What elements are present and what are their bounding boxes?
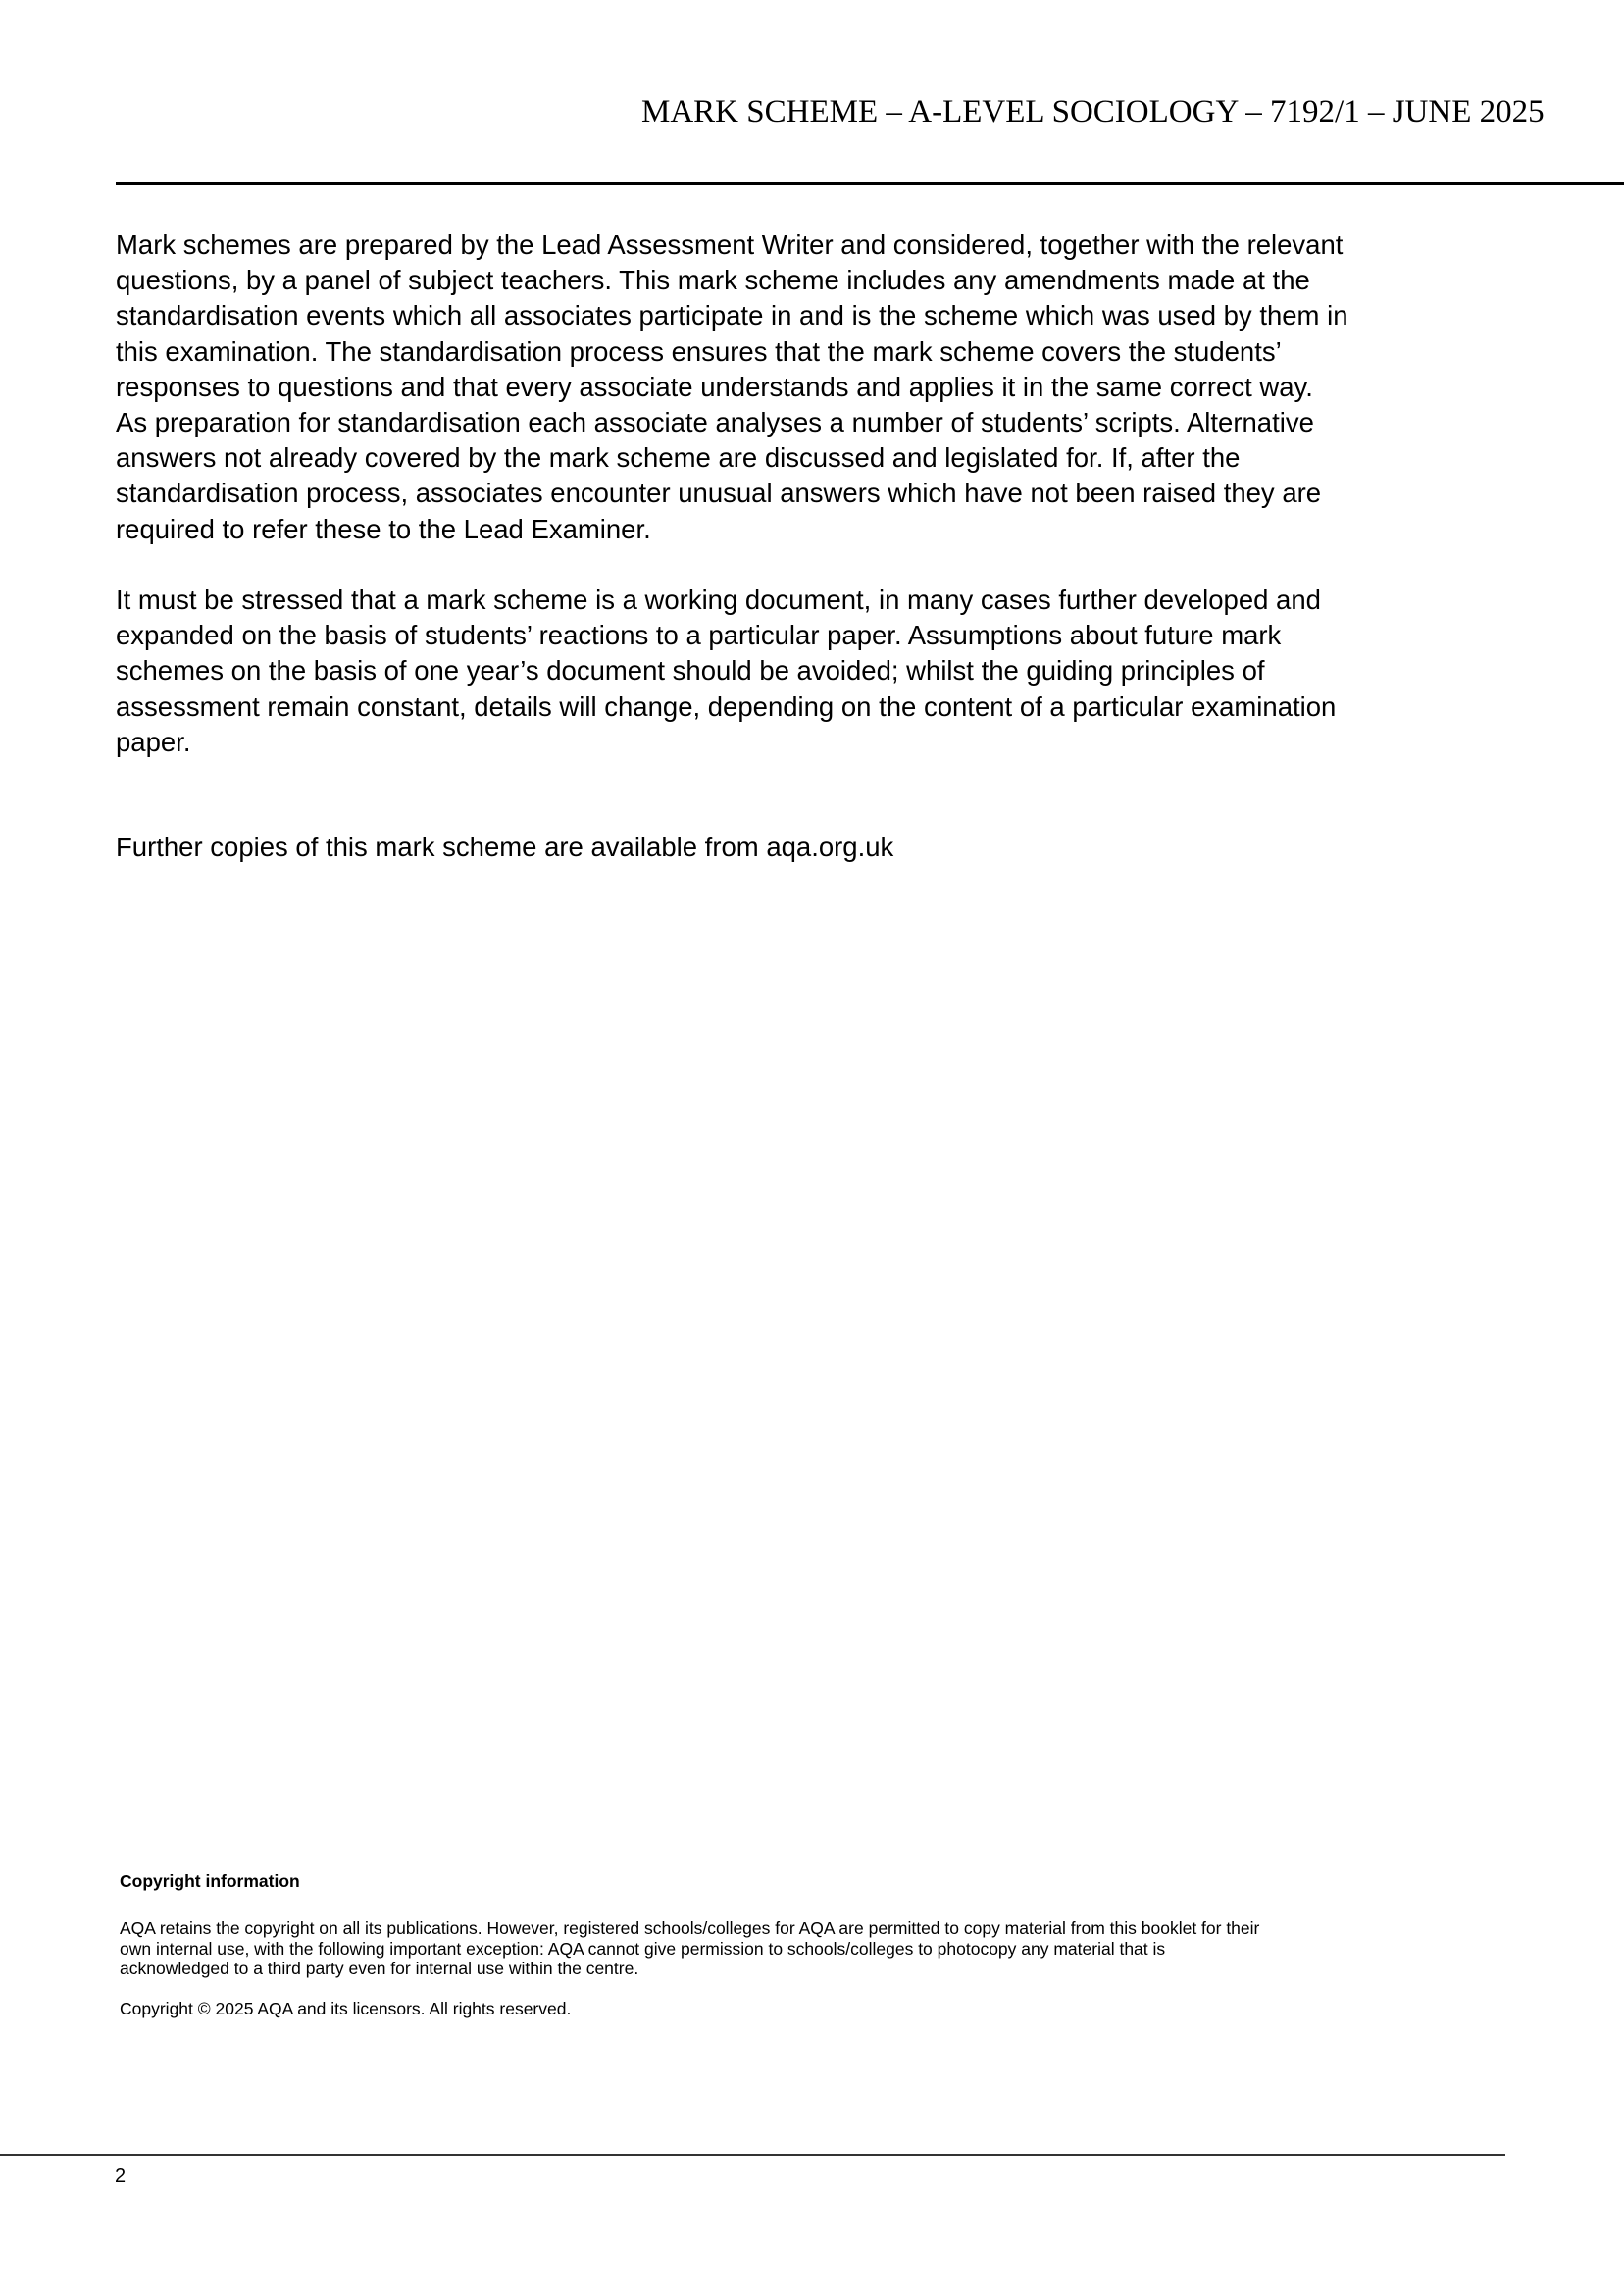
text-line: answers not already covered by the mark scheme are discussed and legislated for. If, after the — [116, 442, 1241, 474]
text-line: questions, by a panel of subject teachers. This mark scheme includes any amendments made at the — [116, 265, 1310, 296]
text-line: schemes on the basis of one year’s document should be avoided; whilst the guiding principles of — [116, 655, 1265, 687]
text-line: paper. — [116, 726, 191, 757]
document-title: MARK SCHEME – A-LEVEL SOCIOLOGY – 7192/1 – JUNE 2025 — [641, 94, 1545, 129]
text-line: assessment remain constant, details will change, depending on the content of a particular examination — [116, 690, 1337, 722]
text-line: this examination. The standardisation process ensures that the mark scheme covers the students’ — [116, 335, 1282, 367]
text-line: required to refer these to the Lead Examiner. — [116, 513, 651, 544]
copyright-heading: Copyright information — [120, 1871, 300, 1891]
text-line: It must be stressed that a mark scheme is a working document, in many cases further developed and — [116, 585, 1321, 615]
paragraph-further-copies — [116, 830, 893, 865]
paragraph-working-document — [116, 583, 1336, 760]
paragraph-mark-scheme-preparation — [116, 228, 1348, 547]
text-line: own internal use, with the following important exception: AQA cannot give permission to schools/colleges to photocopy any material that is — [120, 1938, 1166, 1959]
text-line: AQA retains the copyright on all its publications. However, registered schools/colleges for AQA are permitted to copy material from this booklet for their — [120, 1918, 1260, 1938]
text-line: expanded on the basis of students’ reactions to a particular paper. Assumptions about future mark — [116, 620, 1282, 651]
text-line: standardisation process, associates encounter unusual answers which have not been raised they are — [116, 478, 1322, 509]
header-divider — [116, 182, 1624, 185]
text-line: acknowledged to a third party even for internal use within the centre. — [120, 1959, 639, 1978]
text-line: As preparation for standardisation each associate analyses a number of students’ scripts. Alternative — [116, 407, 1314, 438]
text-line: Further copies of this mark scheme are available from aqa.org.uk — [116, 832, 894, 862]
text-line: standardisation events which all associates participate in and is the scheme which was used by them in — [116, 300, 1348, 331]
text-line: responses to questions and that every associate understands and applies it in the same correct way. — [116, 371, 1313, 402]
page-number: 2 — [115, 2166, 127, 2187]
footer-divider — [0, 2154, 1505, 2156]
copyright-notice: Copyright © 2025 AQA and its licensors. All rights reserved. — [120, 1999, 572, 2018]
copyright-body — [120, 1918, 1259, 1979]
text-line: Mark schemes are prepared by the Lead Assessment Writer and considered, together with the relevant — [116, 229, 1344, 260]
